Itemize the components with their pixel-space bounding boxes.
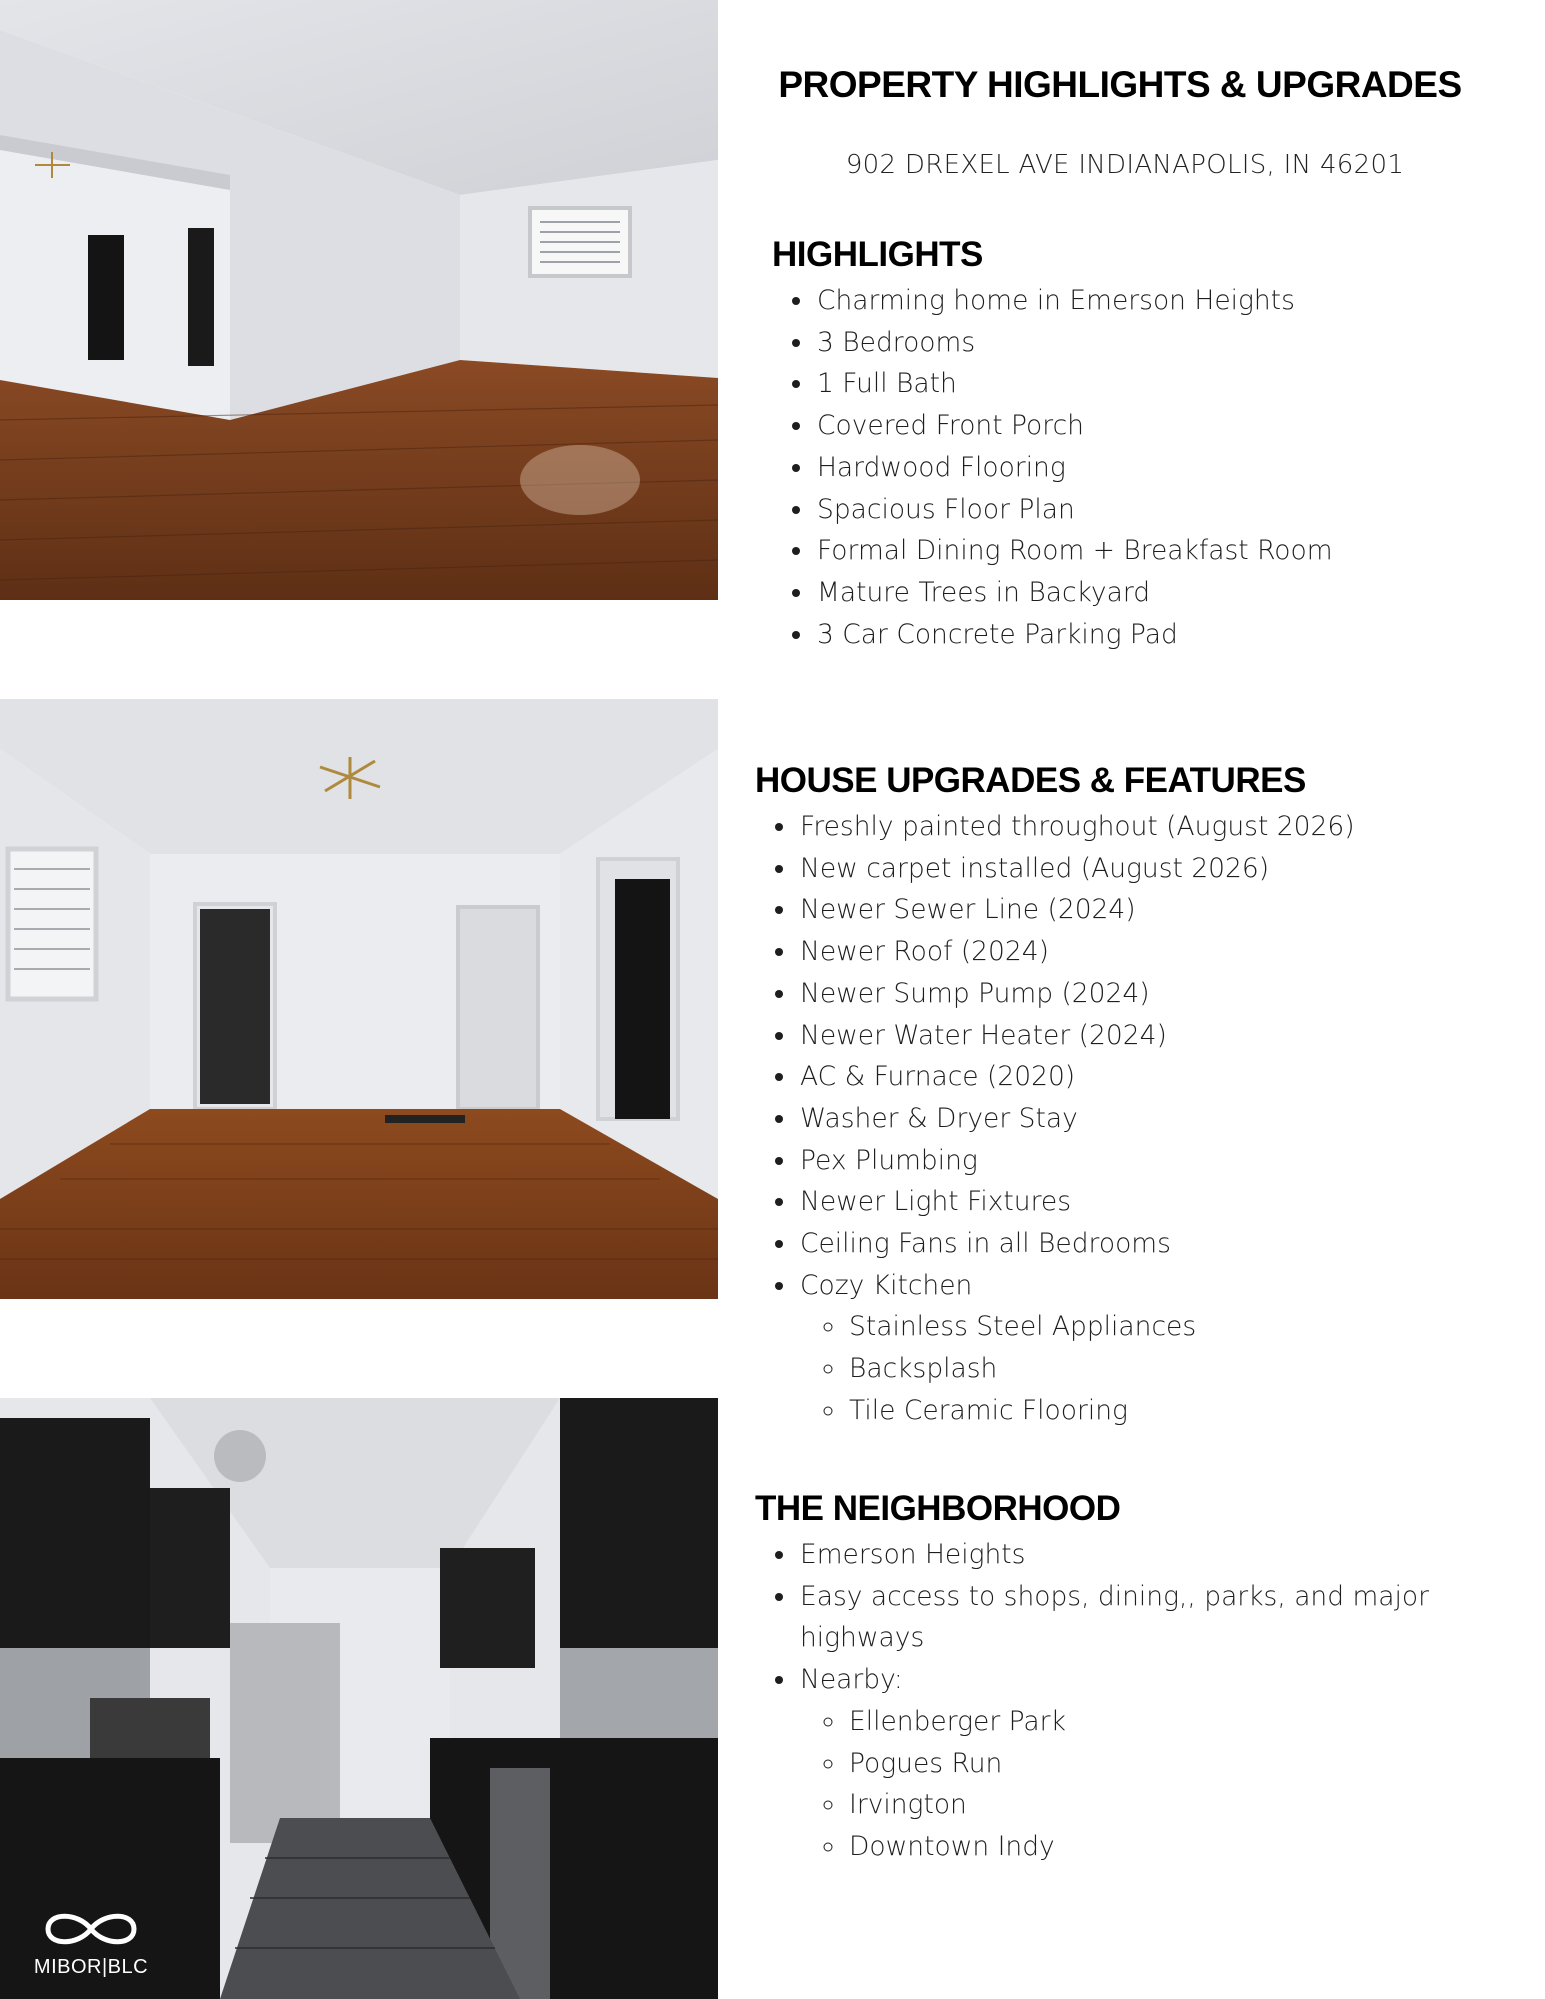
sub-list-item: ◦ Irvington (847, 1784, 1475, 1826)
list-item: • Hardwood Flooring (815, 447, 1532, 489)
photo-living-room (0, 0, 718, 600)
logo-text: MIBOR|BLC (33, 1956, 149, 1978)
list-item: • Formal Dining Room + Breakfast Room (815, 530, 1532, 572)
list-item: • Newer Sump Pump (2024) (798, 973, 1545, 1015)
sub-list-item: ◦ Pogues Run (847, 1743, 1475, 1785)
nearby-label: Nearby: (800, 1664, 903, 1696)
list-item: • Emerson Heights (798, 1534, 1475, 1576)
highlights-list (772, 280, 1532, 655)
page-title: PROPERTY HIGHLIGHTS & UPGRADES (778, 64, 1462, 105)
nearby-item (798, 1659, 1475, 1868)
kitchen-sublist (800, 1306, 1545, 1431)
list-item: • AC & Furnace (2020) (798, 1056, 1545, 1098)
highlights-heading: HIGHLIGHTS (772, 235, 983, 274)
list-item: • Pex Plumbing (798, 1140, 1545, 1182)
highlights-section (772, 234, 1532, 655)
list-item: • Newer Water Heater (2024) (798, 1015, 1545, 1057)
list-item: • Newer Light Fixtures (798, 1181, 1545, 1223)
sub-list-item: ◦ Tile Ceramic Flooring (847, 1390, 1545, 1432)
list-item: • Newer Sewer Line (2024) (798, 889, 1545, 931)
list-item: • 3 Car Concrete Parking Pad (815, 614, 1532, 656)
sub-list-item: ◦ Backsplash (847, 1348, 1545, 1390)
kitchen-label: Cozy Kitchen (800, 1269, 973, 1301)
upgrades-section (755, 760, 1545, 1432)
list-item: • Spacious Floor Plan (815, 489, 1532, 531)
sub-list-item: ◦ Stainless Steel Appliances (847, 1306, 1545, 1348)
sub-list-item: ◦ Downtown Indy (847, 1826, 1475, 1868)
sub-list-item: ◦ Ellenberger Park (847, 1701, 1475, 1743)
list-item: • Covered Front Porch (815, 405, 1532, 447)
list-item: • Charming home in Emerson Heights (815, 280, 1532, 322)
neighborhood-section (755, 1488, 1475, 1868)
kitchen-item (798, 1265, 1545, 1432)
infinity-icon (26, 1906, 156, 1952)
list-item: • Ceiling Fans in all Bedrooms (798, 1223, 1545, 1265)
list-item: • New carpet installed (August 2026) (798, 848, 1545, 890)
property-address: 902 DREXEL AVE INDIANAPOLIS, IN 46201 (845, 150, 1405, 180)
list-item: • 3 Bedrooms (815, 322, 1532, 364)
list-item: • Freshly painted throughout (August 2026) (798, 806, 1545, 848)
list-item: • Washer & Dryer Stay (798, 1098, 1545, 1140)
neighborhood-list (755, 1534, 1475, 1868)
upgrades-heading: HOUSE UPGRADES & FEATURES (755, 761, 1306, 800)
photo-dining-room (0, 699, 718, 1299)
neighborhood-heading: THE NEIGHBORHOOD (755, 1489, 1121, 1528)
mibor-logo (26, 1906, 156, 1981)
upgrades-list (755, 806, 1545, 1432)
list-item: • Mature Trees in Backyard (815, 572, 1532, 614)
list-item: • 1 Full Bath (815, 363, 1532, 405)
nearby-sublist (800, 1701, 1475, 1868)
list-item: • Easy access to shops, dining,, parks, and major highways (798, 1576, 1475, 1659)
list-item: • Newer Roof (2024) (798, 931, 1545, 973)
